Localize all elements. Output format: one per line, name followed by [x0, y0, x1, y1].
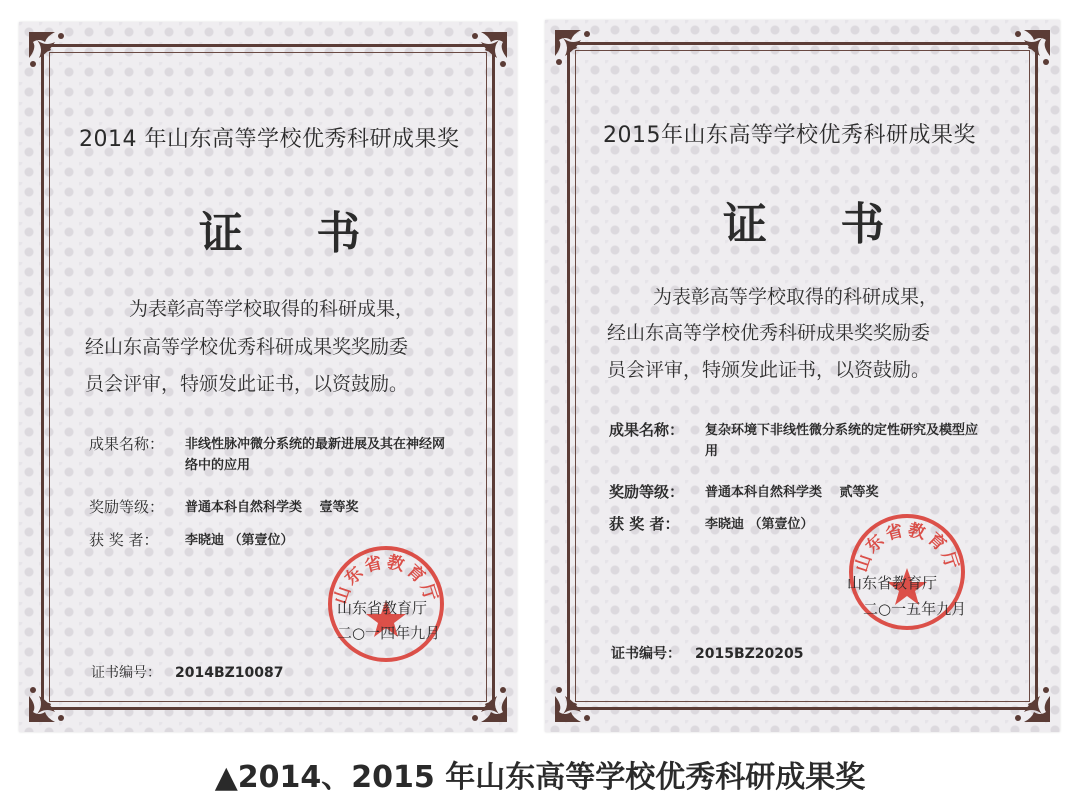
image-caption: ▲2014、2015 年山东高等学校优秀科研成果奖: [214, 760, 866, 795]
field-achievement-name: [609, 420, 979, 462]
corner-ornament-icon: [25, 670, 81, 726]
svg-text:山东省教育厅: 山东省教育厅: [330, 552, 442, 607]
certificate-heading: [199, 197, 360, 261]
field-label: 获 奖 者：: [89, 531, 159, 549]
corner-ornament-icon: [455, 28, 511, 84]
issue-date: 二○一四年九月: [337, 624, 441, 642]
certificate-2015: [545, 20, 1060, 732]
number-value: 2014BZ10087: [175, 665, 284, 681]
number-value: 2015BZ20205: [695, 646, 804, 662]
corner-ornament-icon: [455, 670, 511, 726]
field-achievement-name: [89, 434, 449, 476]
certificate-heading: [723, 188, 884, 252]
intro-line: 为表彰高等学校取得的科研成果，: [653, 286, 939, 308]
field-value: 复杂环境下非线性微分系统的定性研究及模型应用: [705, 423, 979, 459]
field-value: 普通本科自然科学类 壹等奖: [185, 500, 359, 515]
issuer-name: 山东省教育厅: [337, 599, 428, 617]
corner-ornament-icon: [551, 26, 607, 82]
intro-line: 员会评审，特颁发此证书，以资鼓励。: [607, 359, 931, 381]
field-value: 李晓迪 （第壹位）: [185, 533, 294, 548]
field-label: 获 奖 者：: [609, 515, 680, 533]
issuer-name: 山东省教育厅: [847, 574, 938, 592]
certificate-number: [91, 662, 284, 682]
certificate-title: 2015年山东高等学校优秀科研成果奖: [603, 123, 976, 148]
intro-line: 为表彰高等学校取得的科研成果，: [129, 298, 415, 320]
corner-ornament-icon: [551, 670, 607, 726]
svg-text:山东省教育厅: 山东省教育厅: [851, 520, 963, 575]
certificate-number: [611, 643, 804, 663]
certificate-title: 2014 年山东高等学校优秀科研成果奖: [79, 127, 460, 152]
heading-char: 书: [316, 208, 361, 259]
heading-char: 书: [840, 199, 885, 250]
certificate-2014: [19, 22, 517, 732]
field-value: 普通本科自然科学类 贰等奖: [705, 485, 879, 500]
issue-date: 二○一五年九月: [863, 600, 967, 618]
field-award-level: [89, 497, 449, 518]
field-label: 奖励等级：: [89, 498, 165, 516]
heading-char: 证: [723, 199, 767, 250]
field-label: 成果名称：: [89, 435, 165, 453]
corner-ornament-icon: [998, 670, 1054, 726]
intro-line: 员会评审，特颁发此证书，以资鼓励。: [85, 373, 409, 395]
corner-ornament-icon: [25, 28, 81, 84]
corner-ornament-icon: [998, 26, 1054, 82]
field-award-level: [609, 482, 979, 503]
field-label: 奖励等级：: [609, 483, 685, 501]
number-label: 证书编号：: [611, 646, 681, 662]
intro-line: 经山东高等学校优秀科研成果奖奖励委: [607, 322, 931, 344]
number-label: 证书编号：: [91, 665, 161, 681]
field-value: 李晓迪 （第壹位）: [705, 517, 814, 532]
field-value: 非线性脉冲微分系统的最新进展及其在神经网络中的应用: [185, 437, 446, 473]
intro-line: 经山东高等学校优秀科研成果奖奖励委: [85, 336, 409, 358]
heading-char: 证: [199, 208, 243, 259]
field-label: 成果名称：: [609, 421, 685, 439]
